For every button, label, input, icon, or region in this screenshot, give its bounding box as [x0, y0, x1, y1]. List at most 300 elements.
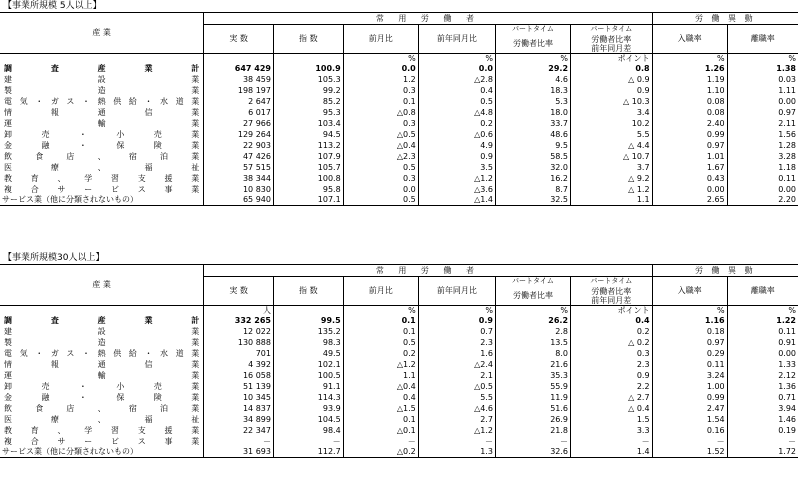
unit-label: 人 — [204, 305, 274, 315]
industry-name: 飲 食 店 、 宿 泊 業 — [4, 403, 200, 413]
table-row — [0, 63, 798, 74]
table-cell: 49.5 — [273, 348, 343, 359]
table-row — [0, 74, 798, 85]
employment-table-5plus — [0, 12, 798, 206]
table-cell: 0.3 — [343, 118, 418, 129]
table-cell: 10 830 — [204, 184, 274, 195]
table-cell: 2.40 — [652, 118, 727, 129]
table-cell: 29.2 — [495, 63, 570, 74]
table-cell: 0.8 — [571, 63, 653, 74]
table-cell: 0.43 — [652, 173, 727, 184]
table-cell: △1.5 — [343, 403, 418, 414]
table-cell: 95.3 — [273, 107, 343, 118]
table-cell: 0.3 — [343, 173, 418, 184]
table-cell: 0.0 — [418, 63, 495, 74]
table-cell: 93.9 — [273, 403, 343, 414]
table-cell: 1.1 — [343, 370, 418, 381]
table-cell: 1.6 — [418, 348, 495, 359]
table-cell: 1.56 — [727, 129, 798, 140]
table-cell: 1.01 — [652, 151, 727, 162]
col-header-2: 前月比 — [343, 277, 418, 306]
table-cell: 0.1 — [343, 96, 418, 107]
table-cell: 55.9 — [495, 381, 570, 392]
table-cell: 1.33 — [727, 359, 798, 370]
table-cell: 33.7 — [495, 118, 570, 129]
col-header-3: 前年同月比 — [418, 277, 495, 306]
table-row — [0, 85, 798, 96]
table-cell: 0.00 — [727, 348, 798, 359]
part-diff-header-top: パートタイム — [571, 25, 653, 35]
table-cell: 22 347 — [204, 425, 274, 436]
table-cell: △ 10.7 — [571, 151, 653, 162]
table-cell: 0.9 — [418, 151, 495, 162]
table-cell: 16 058 — [204, 370, 274, 381]
table-cell: 1.54 — [652, 414, 727, 425]
table-cell: 2.8 — [495, 326, 570, 337]
table-cell: 58.5 — [495, 151, 570, 162]
table-cell: 1.18 — [727, 162, 798, 173]
unit-label: % — [418, 305, 495, 315]
unit-row — [0, 53, 798, 63]
table-cell: 18.0 — [495, 107, 570, 118]
table-cell: 47 426 — [204, 151, 274, 162]
part-ratio-header-top: パートタイム — [495, 25, 570, 35]
unit-label: ポイント — [571, 305, 653, 315]
table-cell: △2.8 — [418, 74, 495, 85]
table-cell: 0.97 — [652, 140, 727, 151]
table-row — [0, 184, 798, 195]
table-cell: 1.4 — [571, 447, 653, 458]
table-cell: 18.3 — [495, 85, 570, 96]
table-row — [0, 107, 798, 118]
table-cell: 0.4 — [343, 392, 418, 403]
industry-name: 情 報 通 信 業 — [4, 107, 200, 117]
unit-label — [0, 305, 204, 315]
table-cell: 0.5 — [343, 162, 418, 173]
table-cell: △4.6 — [418, 403, 495, 414]
table-cell: 0.97 — [652, 337, 727, 348]
part-diff-header-last: 前年同月差 — [591, 295, 632, 305]
table-row — [0, 140, 798, 151]
industry-name: 飲 食 店 、 宿 泊 業 — [4, 151, 200, 161]
table-cell: 51.6 — [495, 403, 570, 414]
table-cell: － — [652, 436, 727, 447]
table-cell: 51 139 — [204, 381, 274, 392]
table-row — [0, 326, 798, 337]
unit-label: % — [495, 305, 570, 315]
table-row — [0, 447, 798, 458]
industry-name: 運 輸 業 — [4, 370, 200, 380]
table-cell: △ 0.9 — [571, 74, 653, 85]
table-cell: 0.0 — [343, 184, 418, 195]
table-cell: 0.00 — [727, 184, 798, 195]
industry-header: 産 業 — [0, 265, 204, 306]
table-cell: 91.1 — [273, 381, 343, 392]
table-cell: 0.1 — [343, 414, 418, 425]
col-header-6: 入職率 — [652, 25, 727, 54]
table-cell: 105.7 — [273, 162, 343, 173]
table-cell: 1.28 — [727, 140, 798, 151]
table-cell: 1.26 — [652, 63, 727, 74]
table-cell: 107.9 — [273, 151, 343, 162]
table-cell: 32.5 — [495, 195, 570, 206]
industry-name: 医 療 、 福 祉 — [4, 414, 200, 424]
table-cell: 98.4 — [273, 425, 343, 436]
table-cell: 0.3 — [571, 348, 653, 359]
table-cell: 98.3 — [273, 337, 343, 348]
table-cell: 2.2 — [571, 381, 653, 392]
table-cell: 1.3 — [418, 447, 495, 458]
table-cell: 103.4 — [273, 118, 343, 129]
table-cell: 0.9 — [571, 85, 653, 96]
table-cell: 1.00 — [652, 381, 727, 392]
unit-label: % — [343, 53, 418, 63]
part-ratio-header-bottom: 労働者比率 — [495, 287, 570, 306]
table-cell: △ 10.3 — [571, 96, 653, 107]
industry-name: 製 造 業 — [4, 337, 200, 347]
industry-name: 卸 売 ・ 小 売 業 — [4, 381, 200, 391]
table-cell: 10 345 — [204, 392, 274, 403]
col-header-6: 入職率 — [652, 277, 727, 306]
table-cell: 1.38 — [727, 63, 798, 74]
industry-name: 複 合 サ ー ビ ス 事 業 — [4, 184, 200, 194]
table-cell: △4.8 — [418, 107, 495, 118]
table-row — [0, 337, 798, 348]
table-cell: 2.47 — [652, 403, 727, 414]
table-row — [0, 173, 798, 184]
table-cell: △ 4.4 — [571, 140, 653, 151]
table-cell: 332 265 — [204, 315, 274, 326]
table-cell: 0.9 — [571, 370, 653, 381]
table-cell: △ 0.4 — [571, 403, 653, 414]
table-cell: 3.28 — [727, 151, 798, 162]
unit-label: % — [727, 305, 798, 315]
table-cell: 0.3 — [343, 85, 418, 96]
table-cell: 21.6 — [495, 359, 570, 370]
table-cell: 105.3 — [273, 74, 343, 85]
unit-label — [273, 305, 343, 315]
table-row — [0, 151, 798, 162]
table-cell: 2.3 — [571, 359, 653, 370]
industry-name: サービス業（他に分類されないもの） — [0, 447, 204, 458]
table-row — [0, 129, 798, 140]
table-cell: 0.97 — [727, 107, 798, 118]
table-cell: 114.3 — [273, 392, 343, 403]
table-cell: 2.7 — [418, 414, 495, 425]
table-cell: 0.18 — [652, 326, 727, 337]
table-cell: 38 344 — [204, 173, 274, 184]
table-cell: 0.9 — [418, 315, 495, 326]
table-row — [0, 359, 798, 370]
table-cell: 48.6 — [495, 129, 570, 140]
table-cell: △1.2 — [343, 359, 418, 370]
part-ratio-header-bottom: 労働者比率 — [495, 35, 570, 54]
table-cell: 32.6 — [495, 447, 570, 458]
labor-turnover-header: 労 働 異 動 — [652, 13, 798, 25]
part-diff-header-last: 前年同月差 — [591, 43, 632, 53]
industry-header: 産 業 — [0, 13, 204, 54]
col-header-7: 離職率 — [727, 277, 798, 306]
table-cell: △0.4 — [343, 140, 418, 151]
table-cell: 2 647 — [204, 96, 274, 107]
industry-name: 電気・ガス・熱供給・水道業 — [4, 348, 200, 358]
table-cell: 0.4 — [571, 315, 653, 326]
table-row — [0, 96, 798, 107]
table-cell: 701 — [204, 348, 274, 359]
table-cell: 113.2 — [273, 140, 343, 151]
unit-row — [0, 305, 798, 315]
table-cell: 0.11 — [652, 359, 727, 370]
unit-label — [0, 53, 204, 63]
table-cell: 22 903 — [204, 140, 274, 151]
table-cell: 100.8 — [273, 173, 343, 184]
table-cell: 35.3 — [495, 370, 570, 381]
table-cell: 85.2 — [273, 96, 343, 107]
table-cell: － — [204, 436, 274, 447]
header-row-top — [0, 265, 798, 277]
table-cell: － — [418, 436, 495, 447]
table-cell: 1.2 — [343, 74, 418, 85]
labor-turnover-header: 労 働 異 動 — [652, 265, 798, 277]
table-cell: △1.4 — [418, 195, 495, 206]
unit-label — [273, 53, 343, 63]
table-cell: 2.12 — [727, 370, 798, 381]
table-cell: 130 888 — [204, 337, 274, 348]
table-row — [0, 425, 798, 436]
part-diff-header-bottom — [571, 287, 653, 306]
table-cell: 2.3 — [418, 337, 495, 348]
table-cell: △0.5 — [343, 129, 418, 140]
table-row — [0, 436, 798, 447]
table-cell: 26.9 — [495, 414, 570, 425]
col-header-0: 実 数 — [204, 25, 274, 54]
table-cell: 12 022 — [204, 326, 274, 337]
unit-label — [204, 53, 274, 63]
table-cell: 1.16 — [652, 315, 727, 326]
table-cell: 100.9 — [273, 63, 343, 74]
table-cell: 0.1 — [343, 315, 418, 326]
table-row — [0, 414, 798, 425]
table-cell: 32.0 — [495, 162, 570, 173]
regular-workers-header: 常 用 労 働 者 — [204, 265, 652, 277]
table-cell: △3.6 — [418, 184, 495, 195]
table-cell: △0.5 — [418, 381, 495, 392]
table-cell: 0.08 — [652, 96, 727, 107]
unit-label: % — [652, 305, 727, 315]
industry-name: 金 融 ・ 保 険 業 — [4, 140, 200, 150]
industry-name: 情 報 通 信 業 — [4, 359, 200, 369]
unit-label: % — [343, 305, 418, 315]
col-header-3: 前年同月比 — [418, 25, 495, 54]
col-header-2: 前月比 — [343, 25, 418, 54]
table-cell: △ 2.7 — [571, 392, 653, 403]
table-cell: 1.72 — [727, 447, 798, 458]
table-cell: 102.1 — [273, 359, 343, 370]
table-cell: △0.6 — [418, 129, 495, 140]
table-cell: 0.7 — [418, 326, 495, 337]
employment-table-30plus — [0, 264, 798, 458]
section-title-5plus: 【事業所規模 5人以上】 — [3, 1, 102, 11]
industry-name: 医 療 、 福 祉 — [4, 162, 200, 172]
table-cell: 0.5 — [343, 337, 418, 348]
table-cell: 1.52 — [652, 447, 727, 458]
table-cell: 34 899 — [204, 414, 274, 425]
industry-name: 建 設 業 — [4, 74, 200, 84]
table-row — [0, 118, 798, 129]
table-cell: 647 429 — [204, 63, 274, 74]
table-cell: 14 837 — [204, 403, 274, 414]
table-cell: 3.24 — [652, 370, 727, 381]
table-cell: 16.2 — [495, 173, 570, 184]
table-cell: △2.3 — [343, 151, 418, 162]
table-cell: 1.22 — [727, 315, 798, 326]
table-cell: △ 9.2 — [571, 173, 653, 184]
table-cell: 0.03 — [727, 74, 798, 85]
table-cell: 2.65 — [652, 195, 727, 206]
table-cell: 3.5 — [418, 162, 495, 173]
table-cell: 13.5 — [495, 337, 570, 348]
table-cell: △0.8 — [343, 107, 418, 118]
table-cell: 104.5 — [273, 414, 343, 425]
table-cell: 0.99 — [652, 392, 727, 403]
table-cell: 5.5 — [418, 392, 495, 403]
table-cell: 135.2 — [273, 326, 343, 337]
industry-name: 電気・ガス・熱供給・水道業 — [4, 96, 200, 106]
col-header-1: 指 数 — [273, 277, 343, 306]
table-cell: 129 264 — [204, 129, 274, 140]
table-cell: △1.2 — [418, 173, 495, 184]
header-row-top — [0, 13, 798, 25]
table-cell: － — [343, 436, 418, 447]
table-cell: △0.1 — [343, 425, 418, 436]
table-cell: △ 0.2 — [571, 337, 653, 348]
table-cell: － — [495, 436, 570, 447]
part-diff-header-top: パートタイム — [571, 277, 653, 287]
industry-name: 調 査 産 業 計 — [4, 315, 200, 325]
table-cell: 38 459 — [204, 74, 274, 85]
table-cell: 0.16 — [652, 425, 727, 436]
table-row — [0, 381, 798, 392]
table-cell: 0.11 — [727, 326, 798, 337]
table-cell: 10.2 — [571, 118, 653, 129]
table-cell: 57 515 — [204, 162, 274, 173]
table-cell: 0.29 — [652, 348, 727, 359]
table-cell: 0.2 — [343, 348, 418, 359]
table-cell: 65 940 — [204, 195, 274, 206]
table-cell: 27 966 — [204, 118, 274, 129]
part-diff-header-mid: 労働者比率 — [591, 34, 632, 44]
table-cell: 31 693 — [204, 447, 274, 458]
table-cell: 1.1 — [571, 195, 653, 206]
table-cell: △1.2 — [418, 425, 495, 436]
table-cell: 3.3 — [571, 425, 653, 436]
table-cell: 2.20 — [727, 195, 798, 206]
table-cell: 2.1 — [418, 370, 495, 381]
table-cell: 5.3 — [495, 96, 570, 107]
table-cell: 99.5 — [273, 315, 343, 326]
part-diff-header-bottom — [571, 35, 653, 54]
table-cell: 0.5 — [343, 195, 418, 206]
industry-name: 金 融 ・ 保 険 業 — [4, 392, 200, 402]
table-cell: 1.46 — [727, 414, 798, 425]
industry-name: 卸 売 ・ 小 売 業 — [4, 129, 200, 139]
table-cell: 0.71 — [727, 392, 798, 403]
industry-name: 教 育 、 学 習 支 援 業 — [4, 173, 200, 183]
table-cell: 0.91 — [727, 337, 798, 348]
industry-name: 製 造 業 — [4, 85, 200, 95]
table-cell: 0.19 — [727, 425, 798, 436]
table-cell: 99.2 — [273, 85, 343, 96]
unit-label: ポイント — [571, 53, 653, 63]
table-cell: 107.1 — [273, 195, 343, 206]
table-cell: 1.11 — [727, 85, 798, 96]
part-diff-header-mid: 労働者比率 — [591, 286, 632, 296]
unit-label: % — [495, 53, 570, 63]
industry-name: 複 合 サ ー ビ ス 事 業 — [4, 436, 200, 446]
table-cell: － — [273, 436, 343, 447]
table-cell: 3.7 — [571, 162, 653, 173]
table-row — [0, 162, 798, 173]
table-cell: 1.10 — [652, 85, 727, 96]
table-cell: 94.5 — [273, 129, 343, 140]
regular-workers-header: 常 用 労 働 者 — [204, 13, 652, 25]
col-header-1: 指 数 — [273, 25, 343, 54]
table-cell: 0.00 — [652, 184, 727, 195]
industry-name: 建 設 業 — [4, 326, 200, 336]
table-row — [0, 403, 798, 414]
table-cell: 0.2 — [571, 326, 653, 337]
table-row — [0, 315, 798, 326]
table-cell: 100.5 — [273, 370, 343, 381]
table-row — [0, 370, 798, 381]
unit-label: % — [418, 53, 495, 63]
table-cell: 21.8 — [495, 425, 570, 436]
table-cell: 1.36 — [727, 381, 798, 392]
table-cell: △0.2 — [343, 447, 418, 458]
table-cell: 3.94 — [727, 403, 798, 414]
table-row — [0, 348, 798, 359]
table-cell: 0.4 — [418, 85, 495, 96]
table-cell: 0.1 — [343, 326, 418, 337]
table-cell: △ 1.2 — [571, 184, 653, 195]
table-cell: 2.11 — [727, 118, 798, 129]
table-cell: 8.7 — [495, 184, 570, 195]
table-cell: 1.5 — [571, 414, 653, 425]
unit-label: % — [727, 53, 798, 63]
table-cell: 4 392 — [204, 359, 274, 370]
table-cell: 0.5 — [418, 96, 495, 107]
table-cell: △0.4 — [343, 381, 418, 392]
table-cell: 0.00 — [727, 96, 798, 107]
table-cell: 0.08 — [652, 107, 727, 118]
col-header-7: 離職率 — [727, 25, 798, 54]
col-header-0: 実 数 — [204, 277, 274, 306]
industry-name: サービス業（他に分類されないもの） — [0, 195, 204, 206]
table-cell: － — [571, 436, 653, 447]
table-cell: 3.4 — [571, 107, 653, 118]
table-cell: 198 197 — [204, 85, 274, 96]
part-ratio-header-top: パートタイム — [495, 277, 570, 287]
table-cell: 9.5 — [495, 140, 570, 151]
table-cell: 1.19 — [652, 74, 727, 85]
table-cell: 0.0 — [343, 63, 418, 74]
table-cell: 95.8 — [273, 184, 343, 195]
table-cell: 6 017 — [204, 107, 274, 118]
table-cell: 11.9 — [495, 392, 570, 403]
industry-name: 運 輸 業 — [4, 118, 200, 128]
table-cell: 8.0 — [495, 348, 570, 359]
industry-name: 教 育 、 学 習 支 援 業 — [4, 425, 200, 435]
